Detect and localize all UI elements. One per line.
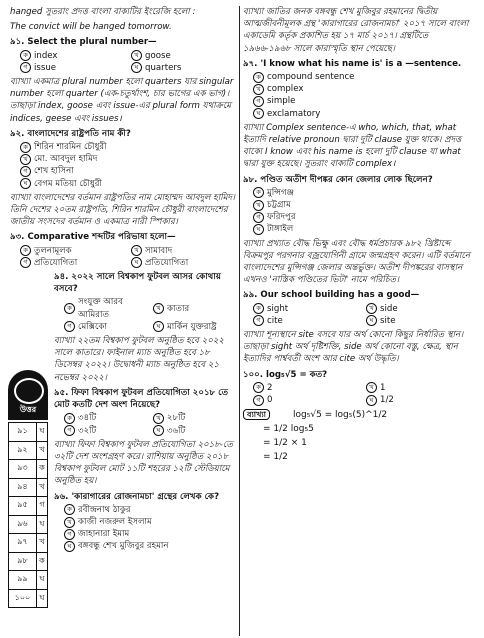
- option-marker: ঘ: [131, 62, 142, 73]
- option-marker: ক: [64, 504, 75, 515]
- option-text: জাহানারা ইমাম: [78, 529, 130, 540]
- option-marker: ক: [20, 245, 31, 256]
- question-number: ৯৮.: [243, 174, 258, 185]
- option[interactable]: [64, 504, 238, 516]
- question-text: ফিফা বিশ্বকাপ ফুটবল প্রতিযোগিতা ২০১৮ তে মোট কতটি দেশ অংশ নিয়েছে?: [54, 387, 229, 411]
- answer-label: উত্তর: [19, 405, 37, 414]
- option-text: তুলনামূলক: [34, 245, 72, 256]
- option-text: simple: [267, 96, 296, 107]
- answer-row: [9, 571, 48, 590]
- option[interactable]: [366, 315, 475, 327]
- question-98: [243, 174, 475, 236]
- option-marker: ঘ: [153, 425, 164, 436]
- option-marker: খ: [131, 50, 142, 61]
- explanation-94: ব্যাখ্যা ২২তম বিশ্বকাপ ফুটবল অনুষ্ঠিত হবে ২০২২ সালে কাতারে। ফাইনাল ম্যাচ অনুষ্ঠিত হবে ১৮ ডিসেম্বর ২০২২। উদ্বোধনী ম্যাচ অনুষ্ঠিত হবে ২১ নভেম্বর ২০২২।: [54, 336, 224, 383]
- question-text: ২০২২ সালে বিশ্বকাপ ফুটবল আসর কোথায় বসবে?: [54, 272, 221, 295]
- option-text: ৩৬টি: [167, 425, 186, 436]
- answer-value: গ: [36, 497, 47, 516]
- option-text: কাতার: [167, 303, 190, 314]
- explanation-92: ব্যাখ্যা বাংলাদেশের বর্তমান রাষ্ট্রপতির নাম মোহাম্মদ আবদুল হামিদ। তিনি দেশের ২০তম রাষ্ট্রপতি, শিরিন শারমিন চৌধুরী বাংলাদেশের জাতীয় সংসদের বর্তমান ও একমাত্র নারী স্পিকার।: [10, 192, 236, 228]
- question-number: ১০০.: [243, 369, 264, 380]
- option[interactable]: [253, 83, 475, 95]
- option[interactable]: [366, 382, 475, 394]
- question-97: [243, 58, 475, 120]
- option[interactable]: [64, 516, 238, 528]
- option[interactable]: [20, 141, 238, 153]
- answer-value: ক: [36, 552, 47, 571]
- question-94: [54, 271, 238, 333]
- answer-question-number: ৯৩: [9, 460, 37, 479]
- answer-value: ঘ: [36, 515, 47, 534]
- option-text: sight: [267, 303, 289, 314]
- option-marker: গ: [20, 257, 31, 268]
- question-number: ৯২.: [10, 128, 25, 139]
- option[interactable]: [253, 199, 475, 211]
- option-text: cite: [267, 315, 283, 326]
- question-text: বাংলাদেশের রাষ্ট্রপতি নাম কী?: [27, 128, 131, 139]
- option[interactable]: [253, 95, 475, 107]
- option[interactable]: [131, 245, 238, 257]
- option-text: কাজী নজরুল ইসলাম: [78, 516, 152, 527]
- question-text: Our school building has a good—: [260, 290, 420, 301]
- option-text: চট্টগ্রাম: [267, 200, 291, 211]
- question-number: ৯৩.: [10, 232, 25, 243]
- answer-question-number: ১০০: [9, 589, 37, 608]
- option[interactable]: [20, 153, 238, 165]
- question-number: ৯১.: [10, 37, 25, 48]
- answer-row: [9, 515, 48, 534]
- option-text: ৩২টি: [78, 425, 97, 436]
- option-text: 2: [267, 382, 273, 393]
- option-text: সংযুক্ত আরব আমিরাত: [78, 297, 123, 320]
- explanation-90: hanged সুতরাং প্রদত্ত বাংলা বাক্যটির ইংরেজি হলো :: [10, 7, 196, 17]
- option[interactable]: [253, 211, 475, 223]
- option-text: রবীন্দ্রনাথ ঠাকুর: [78, 504, 131, 515]
- option-marker: ক: [64, 303, 75, 314]
- option-text: মেক্সিকো: [78, 321, 107, 332]
- option-text: ৩৪টি: [78, 413, 97, 424]
- option[interactable]: [64, 321, 149, 333]
- option-marker: ঘ: [20, 178, 31, 189]
- option[interactable]: [20, 178, 238, 190]
- question-number: ৯৫.: [54, 387, 69, 398]
- answer-panel: [0, 370, 50, 638]
- answer-question-number: ৯৫: [9, 497, 37, 516]
- answer-row: [9, 497, 48, 516]
- question-number: ৯৯.: [243, 290, 258, 301]
- question-93: [10, 231, 238, 269]
- column-divider: [239, 6, 240, 636]
- answer-row: [9, 552, 48, 571]
- explanation-97: ব্যাখ্যা Complex sentence-এ who, which, that, what ইত্যাদি relative pronoun দ্বারা দুটি clause যুক্ত থাকে। প্রদত্ত বাক্যে I know এবং his name is হলো দুটি clause যা what দ্বারা যুক্ত হয়েছে। সুতরাং বাক্যটি complex।: [243, 122, 462, 170]
- option-text: প্রতিযোগিতা: [145, 257, 189, 268]
- answer-row: [9, 441, 48, 460]
- option-text: মুন্সিগঞ্জ: [267, 187, 294, 198]
- question-95: [54, 387, 238, 437]
- option-marker: ঘ: [153, 321, 164, 332]
- option-marker: খ: [153, 413, 164, 424]
- option-marker: ঘ: [131, 257, 142, 268]
- option-marker: গ: [64, 529, 75, 540]
- math-line: log₅√5 = log₅(5)^1/2: [293, 410, 388, 421]
- option-text: quarters: [145, 62, 182, 73]
- option[interactable]: [64, 296, 149, 320]
- option[interactable]: [64, 425, 149, 437]
- option-text: issue: [34, 62, 57, 73]
- math-line: = 1/2 × 1: [263, 438, 307, 449]
- answer-value: ঘ: [36, 589, 47, 608]
- option-text: ২৮টি: [167, 413, 186, 424]
- question-text: পণ্ডিত অতীশ দীপঙ্কর কোন জেলার লোক ছিলেন?: [260, 174, 433, 185]
- option[interactable]: [20, 245, 127, 257]
- answer-icon: [14, 378, 44, 404]
- option-text: compound sentence: [267, 72, 355, 83]
- option-marker: ক: [253, 72, 264, 83]
- option[interactable]: [253, 394, 362, 406]
- answer-question-number: ৯৯: [9, 571, 37, 590]
- question-92: [10, 128, 238, 190]
- explanation-91: ব্যাখ্যা একমাত্র plural number হলো quarters যার singular number হলো quarter (এক-চতুর্থাংশ, চার ভাগের এক ভাগ)। তাছাড়া index, goose এবং issue-এর plural form যথাক্রমে indices, geese এবং issues।: [10, 77, 234, 124]
- option-marker: ক: [20, 50, 31, 61]
- option[interactable]: [253, 315, 362, 327]
- option-marker: খ: [131, 245, 142, 256]
- option-marker: খ: [253, 84, 264, 95]
- option-text: মার্কিন যুক্তরাষ্ট্র: [167, 321, 217, 332]
- answer-question-number: ৯৮: [9, 552, 37, 571]
- explanation-99: ব্যাখ্যা শূন্যস্থানে site বসবে যার অর্থ কোনো কিছুর নির্ধারিত স্থান। তাছাড়া sight অর্থ দৃষ্টিশক্তি, side অর্থ কোনো বস্তু, ক্ষেত্র, স্থান ইত্যাদির পার্শ্ববর্তী অংশ আর cite অর্থ উদ্ধৃতি।: [243, 330, 464, 365]
- question-96: [54, 491, 238, 553]
- question-text: Select the plural number—: [27, 37, 157, 48]
- option[interactable]: [366, 394, 475, 406]
- option[interactable]: [131, 62, 238, 74]
- option-marker: ক: [253, 187, 264, 198]
- answer-question-number: ৯১: [9, 423, 37, 442]
- option[interactable]: [253, 382, 362, 394]
- answer-row: [9, 460, 48, 479]
- option-text: টাঙ্গাইল: [267, 224, 294, 235]
- option[interactable]: [253, 303, 362, 315]
- option-text: বেগম মতিয়া চৌধুরী: [34, 178, 102, 189]
- option[interactable]: [253, 223, 475, 235]
- option-marker: গ: [20, 62, 31, 73]
- option-text: complex: [267, 84, 304, 95]
- option-marker: খ: [64, 517, 75, 528]
- option-marker: ঘ: [253, 224, 264, 235]
- question-99: [243, 289, 475, 327]
- option-text: index: [34, 50, 58, 61]
- option-marker: ক: [64, 413, 75, 424]
- explanation-tag: ব্যাখ্যা: [243, 409, 270, 420]
- option[interactable]: [131, 257, 238, 269]
- answer-header: [8, 370, 48, 420]
- answer-row: [9, 423, 48, 442]
- right-column: [243, 6, 475, 464]
- option[interactable]: [20, 50, 127, 62]
- answer-question-number: ৯৪: [9, 478, 37, 497]
- option-text: প্রতিযোগিতা: [34, 257, 78, 268]
- option[interactable]: [253, 187, 475, 199]
- question-91: [10, 36, 238, 74]
- answer-table: [8, 422, 48, 608]
- option[interactable]: [153, 425, 238, 437]
- option-text: goose: [145, 50, 171, 61]
- option-marker: ক: [253, 382, 264, 393]
- question-number: ৯৭.: [243, 58, 258, 69]
- option[interactable]: [131, 50, 238, 62]
- option-text: side: [380, 303, 398, 314]
- question-number: ৯৪.: [54, 272, 69, 283]
- option-marker: গ: [20, 166, 31, 177]
- option-marker: ঘ: [253, 108, 264, 119]
- option-marker: খ: [366, 303, 377, 314]
- option[interactable]: [153, 296, 238, 320]
- math-line: = 1/2: [263, 452, 288, 463]
- option-marker: গ: [253, 315, 264, 326]
- option-text: exclamatory: [267, 108, 321, 119]
- answer-row: [9, 589, 48, 608]
- option-text: 1/2: [380, 395, 394, 406]
- question-text: Comparative শব্দটির পরিভাষা হলো—: [27, 232, 176, 243]
- answer-value: খ: [36, 534, 47, 553]
- explanation-96: ব্যাখ্যা জাতির জনক বঙ্গবন্ধু শেখ মুজিবুর রহমানের দ্বিতীয় আত্মজীবনীমূলক গ্রন্থ 'কারাগারের রোজনামচা' ২০১৭ সালে বাংলা একাডেমি কর্তৃক প্রকাশিত হয় ১৭ মার্চ ২০১৭। গ্রন্থটিতে ১৯৬৬-১৯৬৮ সালে কারাস্মৃতি স্থান পেয়েছে।: [243, 7, 469, 54]
- option-text: 1: [380, 382, 386, 393]
- option-marker: গ: [253, 395, 264, 406]
- option-text: শেখ হাসিনা: [34, 166, 74, 177]
- option-marker: গ: [64, 321, 75, 332]
- answer-value: খ: [36, 441, 47, 460]
- question-number: ৯৬.: [54, 491, 69, 502]
- answer-question-number: ৯২: [9, 441, 37, 460]
- option[interactable]: [253, 108, 475, 120]
- option-marker: গ: [253, 212, 264, 223]
- answer-value: খ: [36, 478, 47, 497]
- option-marker: ঘ: [366, 395, 377, 406]
- question-text: log₅√5 = কত?: [266, 369, 328, 380]
- answer-value: ঘ: [36, 423, 47, 442]
- explanation-95: ব্যাখ্যা ফিফা বিশ্বকাপ ফুটবল প্রতিযোগিতা ২০১৮-তে ৩২টি দেশ অংশগ্রহণ করে। রাশিয়ায় অনুষ্ঠিত ২০১৮ বিশ্বকাপ ফুটবল মোট ১১টি শহরের ১২টি স্টেডিয়ামে অনুষ্ঠিত হয়।: [54, 439, 233, 487]
- option-marker: ক: [20, 142, 31, 153]
- math-line: = 1/2 log₅5: [263, 424, 314, 435]
- answer-row: [9, 478, 48, 497]
- option-text: ফরিদপুর: [267, 212, 296, 223]
- option[interactable]: [64, 412, 149, 424]
- answer-row: [9, 534, 48, 553]
- option-marker: খ: [253, 200, 264, 211]
- translation-sentence: The convict will be hanged tomorrow.: [10, 22, 172, 33]
- option[interactable]: [64, 528, 238, 540]
- option[interactable]: [153, 412, 238, 424]
- answer-value: ঘ: [36, 571, 47, 590]
- option-marker: খ: [366, 382, 377, 393]
- question-100: [243, 369, 475, 407]
- option-text: 0: [267, 395, 273, 406]
- option-marker: ক: [253, 303, 264, 314]
- option[interactable]: [153, 321, 238, 333]
- option-marker: ঘ: [366, 315, 377, 326]
- option-text: শিরিন শারমিন চৌধুরী: [34, 142, 107, 153]
- option-marker: গ: [253, 96, 264, 107]
- explanation-98: ব্যাখ্যা প্রখ্যাত বৌদ্ধ ভিক্ষু এবং বৌদ্ধ ধর্মপ্রচারক ৯৮২ খ্রিষ্টাব্দে বিক্রমপুর পরগনার বজ্রযোগিনী গ্রামে জন্মগ্রহণ করেন। এটি বর্তমানে বাংলাদেশের মুন্সিগঞ্জ জেলার অন্তর্ভুক্ত। অতীশ দীপঙ্করের বাসস্থান এখনও 'নাস্তিক পণ্ডিতের ভিটা' নামে পরিচিত।: [243, 238, 470, 286]
- option-text: বঙ্গবন্ধু শেখ মুজিবুর রহমান: [78, 541, 169, 552]
- answer-value: ক: [36, 460, 47, 479]
- explanation-100: [243, 408, 475, 464]
- option[interactable]: [20, 165, 238, 177]
- option-marker: খ: [20, 154, 31, 165]
- option-marker: খ: [153, 303, 164, 314]
- option[interactable]: [366, 303, 475, 315]
- option-marker: ঘ: [64, 541, 75, 552]
- option[interactable]: [64, 540, 238, 552]
- option[interactable]: [20, 257, 127, 269]
- option-text: সামাবাদ: [145, 245, 173, 256]
- option-marker: গ: [64, 425, 75, 436]
- answer-question-number: ৯৭: [9, 534, 37, 553]
- question-text: 'I know what his name is' is a —sentence.: [260, 58, 462, 69]
- option-text: site: [380, 315, 396, 326]
- question-text: 'কারাগারের রোজনামচা' গ্রন্থের লেখক কে?: [71, 491, 220, 502]
- option[interactable]: [20, 62, 127, 74]
- answer-question-number: ৯৬: [9, 515, 37, 534]
- option-text: মো. আবদুল হামিদ: [34, 154, 98, 165]
- option[interactable]: [253, 71, 475, 83]
